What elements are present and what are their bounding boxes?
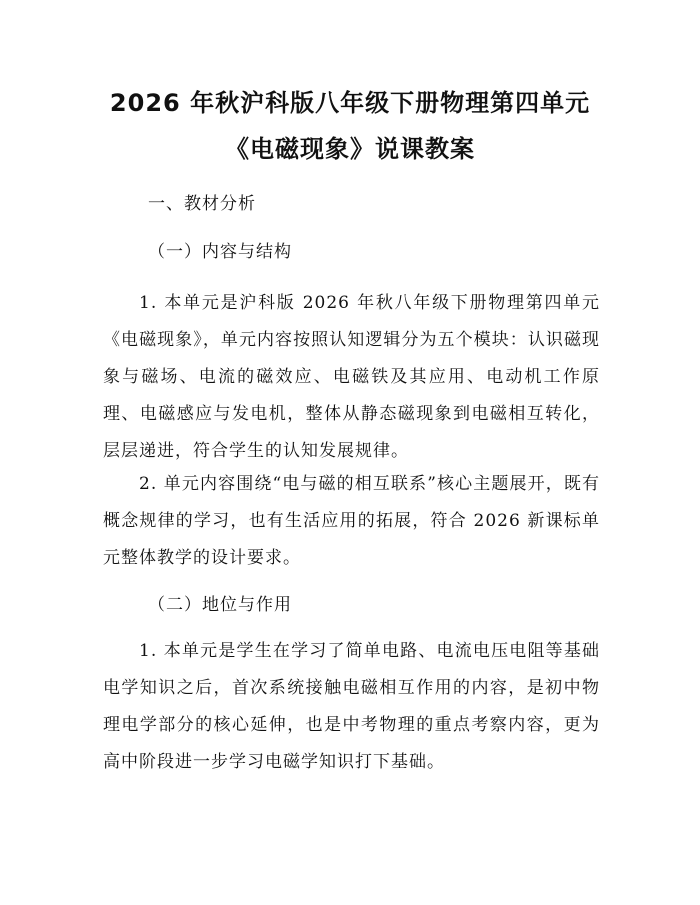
subsection-heading-content-structure: （一）内容与结构	[148, 242, 292, 262]
document-title-line-1: 2026 年秋沪科版八年级下册物理第四单元	[109, 89, 591, 117]
paragraph-position-role-1: 1. 本单元是学生在学习了简单电路、电流电压电阻等基础电学知识之后，首次系统接触电磁相互作用的内容，是初中物理电学部分的核心延伸，也是中考物理的重点考察内容，更为高中阶段进一步学习电磁学知识打下基础。	[103, 641, 600, 772]
section-heading-textbook-analysis: 一、教材分析	[148, 194, 256, 214]
paragraph-content-structure-2: 2. 单元内容围绕“电与磁的相互联系”核心主题展开，既有概念规律的学习，也有生活应用的拓展，符合 2026 新课标单元整体教学的设计要求。	[103, 474, 600, 568]
document-title-line-2: 《电磁现象》说课教案	[225, 135, 475, 163]
subsection-heading-position-role: （二）地位与作用	[148, 595, 292, 615]
paragraph-content-structure-1: 1. 本单元是沪科版 2026 年秋八年级下册物理第四单元《电磁现象》，单元内容按照认知逻辑分为五个模块：认识磁现象与磁场、电流的磁效应、电磁铁及其应用、电动机工作原理、电磁感应与发电机，整体从静态磁现象到电磁相互转化，层层递进，符合学生的认知发展规律。	[103, 293, 600, 461]
